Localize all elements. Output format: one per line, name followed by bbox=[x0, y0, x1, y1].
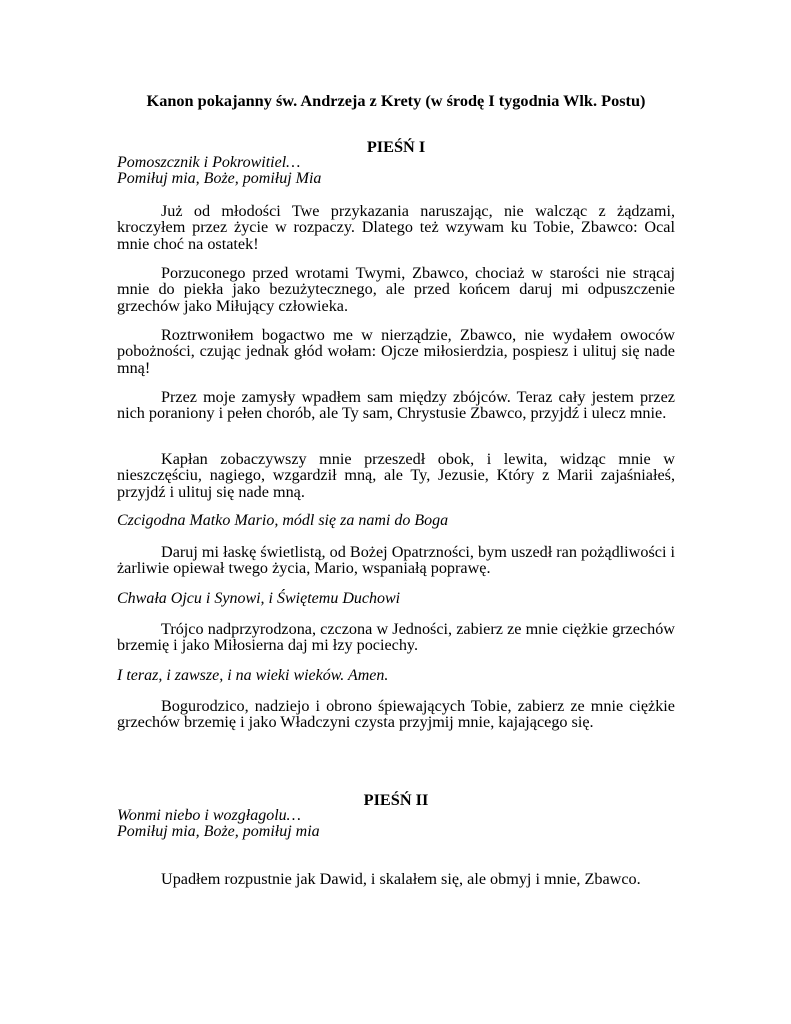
theotokion-refrain: Czcigodna Matko Mario, módl się za nami do Boga bbox=[117, 512, 449, 529]
song-1-verse-3: Roztrwoniłem bogactwo me w nierządzie, Zbawco, nie wydałem owoców pobożności, czując jednak głód wołam: Ojcze miłosierdzia, pospiesz i ulituj się nade mną! bbox=[117, 326, 675, 377]
song-2-heading: PIEŚŃ II bbox=[363, 790, 429, 809]
document-title: Kanon pokajanny św. Andrzeja z Krety (w środę I tygodnia Wlk. Postu) bbox=[146, 91, 646, 110]
song-1-verse-1: Już od młodości Twe przykazania naruszając, nie walcząc z żądzami, kroczyłem przez życie w rozpaczy. Dlatego też wzywam ku Tobie, Zbawco: Ocal mnie choć na ostatek! bbox=[117, 202, 675, 253]
song-2-incipit: Wonmi niebo i wozgłagolu… bbox=[117, 807, 301, 824]
trinity-verse: Trójco nadprzyrodzona, czczona w Jedności, zabierz ze mnie ciężkie grzechów brzemię i jako Miłosierna daj mi łzy pociechy. bbox=[117, 620, 675, 655]
song-1-verse-4: Przez moje zamysły wpadłem sam między zbójców. Teraz cały jestem przez nich poraniony i pełen chorób, ale Ty sam, Chrystusie Zbawco, przyjdź i ulecz mnie. bbox=[117, 388, 675, 423]
song-1-heading: PIEŚŃ I bbox=[366, 137, 426, 156]
song-2-refrain: Pomiłuj mia, Boże, pomiłuj mia bbox=[117, 823, 320, 840]
song-1-incipit: Pomoszcznik i Pokrowitiel… bbox=[117, 154, 301, 171]
now-refrain: I teraz, i zawsze, i na wieki wieków. Amen. bbox=[117, 667, 389, 684]
theotokion-verse: Daruj mi łaskę świetlistą, od Bożej Opatrzności, bym uszedł ran pożądliwości i żarliwie opiewał twego życia, Mario, wspaniałą poprawę. bbox=[117, 543, 675, 578]
glory-refrain: Chwała Ojcu i Synowi, i Świętemu Duchowi bbox=[117, 590, 401, 607]
song-1-verse-5: Kapłan zobaczywszy mnie przeszedł obok, i lewita, widząc mnie w nieszczęściu, nagiego, wzgardził mną, ale Ty, Jezusie, Który z Marii zajaśniałeś, przyjdź i ulituj się nade mną. bbox=[117, 450, 675, 501]
song-1-verse-2: Porzuconego przed wrotami Twymi, Zbawco, chociaż w starości nie strącaj mnie do piekła jako bezużytecznego, ale przed końcem daruj mi odpuszczenie grzechów jako Miłujący człowieka. bbox=[117, 264, 675, 315]
bogorodichen-verse: Bogurodzico, nadziejo i obrono śpiewających Tobie, zabierz ze mnie ciężkie grzechów brzemię i jako Władczyni czysta przyjmij mnie, kajającego się. bbox=[117, 697, 675, 732]
song-1-refrain: Pomiłuj mia, Boże, pomiłuj Mia bbox=[117, 170, 322, 187]
song-2-verse-1: Upadłem rozpustnie jak Dawid, i skalałem się, ale obmyj i mnie, Zbawco. bbox=[161, 870, 641, 888]
